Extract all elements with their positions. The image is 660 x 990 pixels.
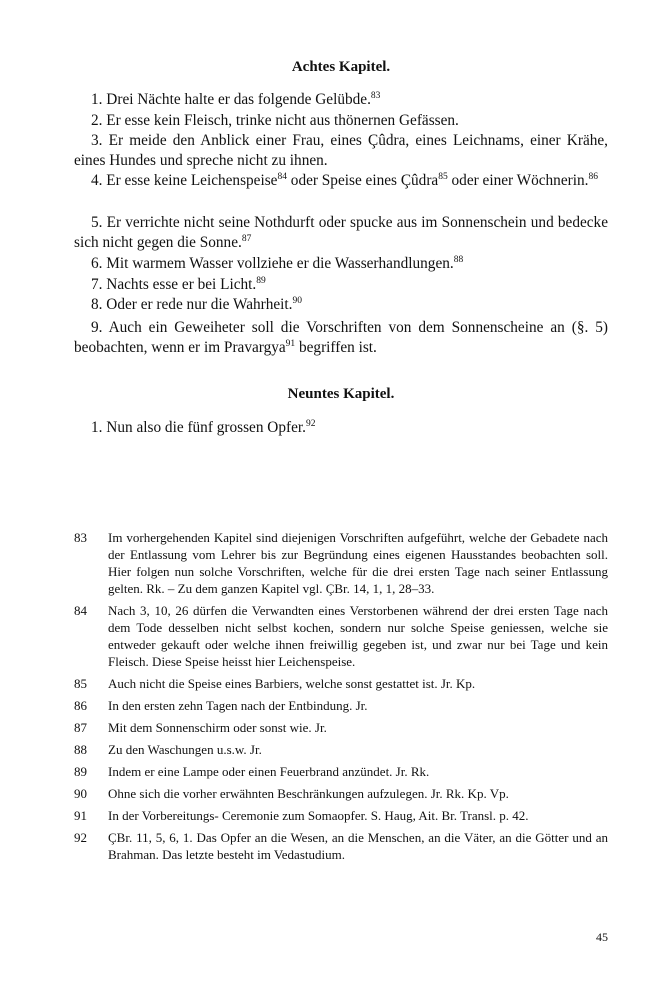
page-number: 45 (596, 930, 608, 944)
footnote: 92 ÇBr. 11, 5, 6, 1. Das Opfer an die Wesen, an die Menschen, an die Väter, an die Götter und an Brahman. Das letzte besteht im Vedastudium. (74, 830, 608, 862)
footnote: 89 Indem er eine Lampe oder einen Feuerbrand anzündet. Jr. Rk. (74, 764, 430, 779)
footnote: 88 Zu den Waschungen u.s.w. Jr. (74, 742, 262, 757)
paragraph-8-3: 3. Er meide den Anblick einer Frau, eines Çûdra, eines Leichnams, einer Krähe, eines Hundes und spreche nicht zu ihnen. (74, 132, 608, 169)
paragraph-8-5: 5. Er verrichte nicht seine Nothdurft oder spucke aus im Sonnenschein und bedecke sich nicht gegen die Sonne.$^{87}$ (74, 214, 608, 251)
paragraph-8-9: 9. Auch ein Geweiheter soll die Vorschriften von dem Sonnenscheine an (§. 5) beobachten, wenn er im Pravargya$^{91}$ begriffen ist. (74, 319, 608, 356)
paragraph-8-6: 6. Mit warmem Wasser vollziehe er die Wasserhandlungen.$^{88}$ (91, 255, 464, 272)
footnote: 87 Mit dem Sonnenschirm oder sonst wie. Jr. (74, 720, 327, 735)
paragraph-8-4: 4. Er esse keine Leichenspeise$^{84}$ oder Speise eines Çûdra$^{85}$ oder einer Wöchnerin.$^{86}$ (91, 172, 598, 189)
paragraph-8-2: 2. Er esse kein Fleisch, trinke nicht aus thönernen Gefässen. (91, 112, 459, 129)
paragraph-8-8: 8. Oder er rede nur die Wahrheit.$^{90}$ (91, 296, 303, 313)
paragraph-8-7: 7. Nachts esse er bei Licht.$^{89}$ (91, 276, 266, 293)
footnote: 86 In den ersten zehn Tagen nach der Entbindung. Jr. (74, 698, 368, 713)
footnotes (74, 529, 608, 868)
footnote: 84 Nach 3, 10, 26 dürfen die Verwandten eines Verstorbenen während der drei ersten Tage nach dem Tode desselben nicht selbst kochen, sondern nur solche Speise geniessen, welche sie entweder gekauft oder welche ihnen freiwillig gegeben ist, und zwar nur bei Tage und kein Fleisch. Diese Speise heisst hier Leichenspeise. (74, 603, 608, 669)
chapter-9-title: Neuntes Kapitel. (287, 386, 395, 402)
paragraph-9-1: 1. Nun also die fünf grossen Opfer.$^{92}$ (91, 419, 316, 436)
footnote: 90 Ohne sich die vorher erwähnten Beschränkungen aufzulegen. Jr. Rk. Kp. Vp. (74, 786, 509, 801)
chapter-8-title: Achtes Kapitel. (291, 59, 391, 75)
footnote: 83 Im vorhergehenden Kapitel sind diejenigen Vorschriften aufgeführt, welche der Gebadete nach der Entlassung vom Lehrer bis zur Begründung eines eigenen Hausstandes beobachten soll. Hier folgen nun solche Vorschriften, welche für die drei ersten Tage nach seiner Entlassung gelten. Rk. – Zu dem ganzen Kapitel vgl. ÇBr. 14, 1, 1, 28–33. (74, 530, 608, 596)
paragraph-8-1: 1. Drei Nächte halte er das folgende Gelübde.$^{83}$ (91, 91, 381, 108)
footnote: 91 In der Vorbereitungs- Ceremonie zum Somaopfer. S. Haug, Ait. Br. Transl. p. 42. (74, 808, 529, 823)
footnote: 85 Auch nicht die Speise eines Barbiers, welche sonst gestattet ist. Jr. Kp. (74, 676, 476, 691)
